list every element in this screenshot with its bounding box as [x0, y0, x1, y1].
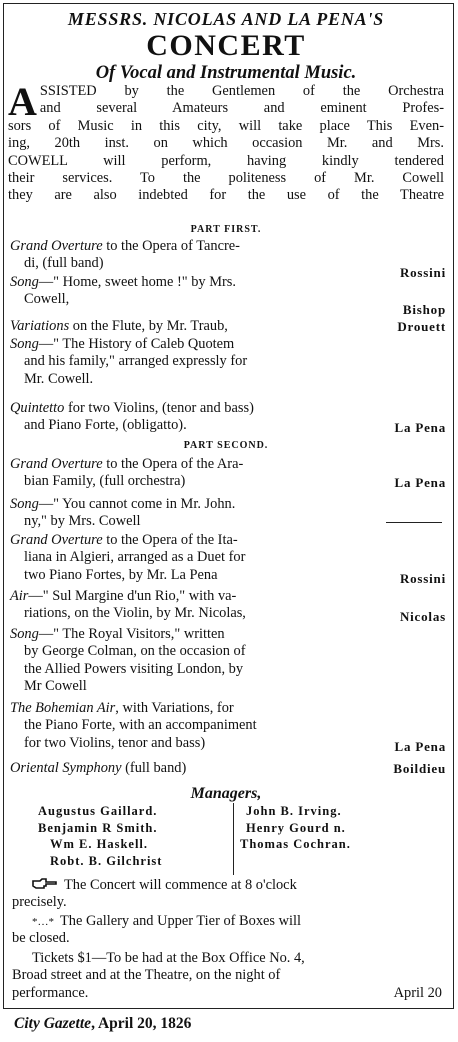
concert-title: CONCERT [146, 29, 306, 62]
manager-name: John B. Irving. [246, 804, 342, 818]
manager-name: Thomas Cochran. [240, 837, 351, 851]
part-first-heading: PART FIRST. [190, 224, 262, 235]
managers-left-column [38, 803, 162, 869]
program-line: bian Family, (full orchestra) [24, 473, 186, 490]
program-line: and his family," arranged expressly for [24, 353, 248, 370]
composer-label: Nicolas [399, 609, 446, 624]
program-line: Song—" Home, sweet home !" by Mrs. [10, 274, 236, 290]
note-line [12, 877, 444, 894]
ad-date: April 20 [393, 985, 442, 1001]
note-text: The Gallery and Upper Tier of Boxes will [60, 913, 302, 929]
program-line: for two Violins, tenor and bass) [24, 734, 206, 751]
composer-label: Boildieu [393, 761, 446, 776]
date-line [12, 985, 442, 1002]
program-item [10, 336, 372, 388]
composer-label: Drouett [397, 319, 446, 334]
note-line [12, 913, 444, 930]
pointing-hand-icon [32, 878, 58, 890]
composer-label: La Pena [394, 475, 446, 490]
program-line: Air—" Sul Margine d'un Rio," with va- [10, 588, 237, 604]
program-item [10, 626, 372, 695]
program-line: Song—" The Royal Visitors," written [10, 626, 225, 642]
program-line: and Piano Forte, (obligatto). [24, 417, 187, 434]
newspaper-name: City Gazette [14, 1015, 92, 1032]
intro-line: ing, 20th inst. on which occasion Mr. and Mrs. [8, 135, 444, 152]
program-item [10, 238, 372, 273]
program-item [10, 532, 372, 584]
note-line: Tickets $1—To be had at the Box Office No. 4, [32, 950, 305, 966]
program-line: Quintetto for two Violins, (tenor and bass) [10, 400, 254, 416]
header-line-1: MESSRS. NICOLAS AND LA PENA'S [67, 9, 385, 29]
program-line: by George Colman, on the occasion of [24, 643, 246, 660]
program-line: Variations on the Flute, by Mr. Traub, [10, 318, 228, 334]
program-line: ny," by Mrs. Cowell [24, 513, 141, 530]
intro-line: their services. To the politeness of Mr. Cowell [8, 169, 444, 186]
program-line: Mr Cowell [24, 677, 87, 694]
program-line: liana in Algieri, arranged as a Duet for [24, 549, 246, 566]
program-item [10, 400, 372, 435]
program-line: Song—" The History of Caleb Quotem [10, 336, 235, 352]
publication-date: , April 20, 1826 [91, 1015, 192, 1032]
manager-name: Benjamin R Smith. [38, 820, 158, 835]
managers-heading: Managers, [190, 785, 262, 802]
composer-label: La Pena [394, 420, 446, 435]
note-line: precisely. [12, 894, 67, 911]
asterism-icon: *…* [32, 916, 54, 928]
program-item [10, 700, 372, 752]
program-item [10, 274, 372, 309]
program-line: riations, on the Violin, by Mr. Nicolas, [24, 605, 246, 622]
drop-cap: A [8, 79, 37, 124]
manager-name: Robt. B. Gilchrist [50, 853, 163, 868]
composer-label: Rossini [399, 571, 446, 586]
program-item [10, 456, 372, 491]
note-line: performance. [12, 984, 89, 1001]
subtitle: Of Vocal and Instrumental Music. [95, 63, 357, 83]
source-caption [14, 1014, 191, 1034]
managers-right-column [240, 803, 351, 853]
manager-name: Henry Gourd n. [246, 820, 346, 835]
manager-name: Wm E. Haskell. [50, 837, 149, 851]
program-item [10, 760, 372, 777]
program-line: the Piano Forte, with an accompaniment [24, 717, 257, 734]
program-item [10, 318, 372, 335]
managers-divider [233, 803, 234, 875]
gallery-note [12, 913, 444, 948]
program-line: Mr. Cowell. [24, 370, 94, 387]
program-line: Grand Overture to the Opera of Tancre- [10, 238, 240, 254]
composer-label: Rossini [399, 265, 446, 280]
intro-line: sors of Music in this city, will take place This Even- [8, 118, 444, 134]
composer-label: La Pena [394, 739, 446, 754]
composer-label: Bishop [402, 302, 446, 317]
program-item [10, 496, 372, 531]
manager-name: Augustus Gaillard. [38, 804, 158, 818]
note-text: The Concert will commence at 8 o'clock [64, 877, 297, 893]
program-line: di, (full band) [24, 255, 104, 272]
note-line: Broad street and at the Theatre, on the night of [12, 967, 281, 984]
program-line: The Bohemian Air, with Variations, for [10, 700, 234, 716]
program-line: Oriental Symphony (full band) [10, 760, 187, 776]
note-line: be closed. [12, 930, 70, 947]
program-line: Song—" You cannot come in Mr. John. [10, 496, 236, 512]
intro-line: and several Amateurs and eminent Profes- [39, 100, 444, 117]
intro-line: SSISTED by the Gentlemen of the Orchestra [39, 83, 444, 99]
intro-paragraph [8, 79, 444, 204]
intro-line: COWELL will perform, having kindly tendered [8, 152, 444, 169]
program-line: the Allied Powers visiting London, by [24, 660, 244, 677]
commence-note [12, 877, 444, 912]
program-item [10, 588, 372, 623]
program-line: Cowell, [24, 291, 70, 308]
program-line: two Piano Fortes, by Mr. La Pena [24, 566, 218, 583]
part-second-heading: PART SECOND. [183, 440, 269, 451]
program-line: Grand Overture to the Opera of the Ara- [10, 456, 244, 472]
intro-line: they are also indebted for the use of the Theatre [8, 187, 444, 204]
separator-rule [386, 522, 442, 523]
program-line: Grand Overture to the Opera of the Ita- [10, 532, 238, 548]
